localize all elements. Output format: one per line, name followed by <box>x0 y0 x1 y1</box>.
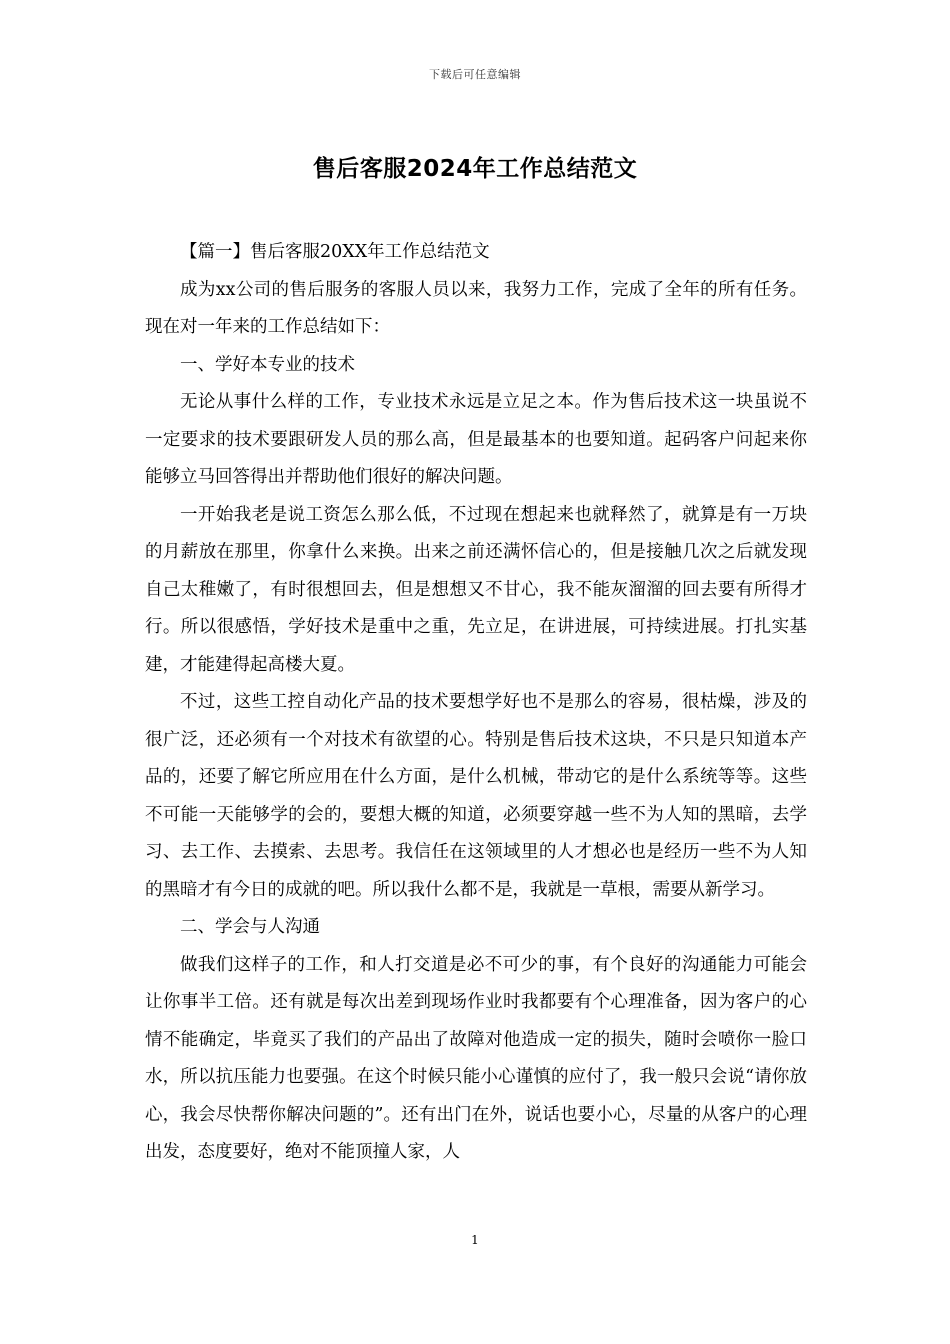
document-title: 售后客服2024年工作总结范文 <box>312 156 638 182</box>
paragraph-salary-reflection: 一开始我老是说工资怎么那么低，不过现在想起来也就释然了，就算是有一万块的月薪放在那里，你拿什么来换。出来之前还满怀信心的，但是接触几次之后就发现自己太稚嫩了，有时很想回去，但是想想又不甘心，我不能灰溜溜的回去要有所得才行。所以很感悟，学好技术是重中之重，先立足，在讲进展，可持续进展。打扎实基建，才能建得起高楼大夏。 <box>145 504 807 675</box>
header-note: 下载后可任意编辑 <box>429 68 521 81</box>
section-heading-part-one: 【篇一】售后客服20XX年工作总结范文 <box>180 242 490 262</box>
paragraph-learning-difficulty: 不过，这些工控自动化产品的技术要想学好也不是那么的容易，很枯燥，涉及的很广泛，还必须有一个对技术有欲望的心。特别是售后技术这块，不只是只知道本产品的，还要了解它所应用在什么方面，是什么机械，带动它的是什么系统等等。这些不可能一天能够学的会的，要想大概的知道，必须要穿越一些不为人知的黑暗，去学习、去工作、去摸索、去思考。我信任在这领域里的人才想必也是经历一些不为人知的黑暗才有今日的成就的吧。所以我什么都不是，我就是一草根，需要从新学习。 <box>145 692 807 900</box>
paragraph-technology-foundation: 无论从事什么样的工作，专业技术永远是立足之本。作为售后技术这一块虽说不一定要求的技术要跟研发人员的那么高，但是最基本的也要知道。起码客户问起来你能够立马回答得出并帮助他们很好的解决问题。 <box>145 392 807 487</box>
subheading-learn-technology: 一、学好本专业的技术 <box>180 354 355 375</box>
page-number: 1 <box>471 1233 479 1247</box>
paragraph-intro: 成为xx公司的售后服务的客服人员以来，我努力工作，完成了全年的所有任务。现在对一年来的工作总结如下： <box>145 279 807 337</box>
paragraph-communication: 做我们这样子的工作，和人打交道是必不可少的事，有个良好的沟通能力可能会让你事半工倍。还有就是每次出差到现场作业时我都要有个心理准备，因为客户的心情不能确定，毕竟买了我们的产品出了故障对他造成一定的损失，随时会喷你一脸口水，所以抗压能力也要强。在这个时候只能小心谨慎的应付了，我一般只会说“请你放心，我会尽快帮你解决问题的”。还有出门在外，说话也要小心，尽量的从客户的心理出发，态度要好，绝对不能顶撞人家，人 <box>145 954 807 1162</box>
document-body <box>145 234 807 1172</box>
subheading-communication: 二、学会与人沟通 <box>180 917 320 937</box>
